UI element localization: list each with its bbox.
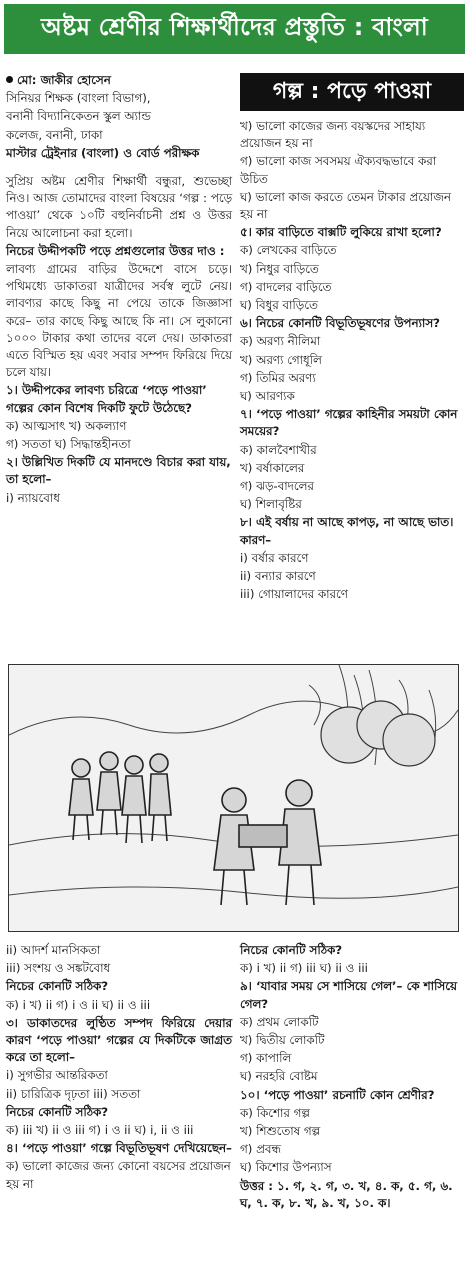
option-line: গ) ভালো কাজ সবসময় ঐক্যবদ্ধভাবে করা উচিত (240, 154, 437, 186)
option-line: ঘ) আরণ্যক (240, 389, 295, 404)
question-8: ৮। এই বর্ষায় না আছে কাপড়, না আছে ভাত। কারণ– (240, 515, 454, 547)
option-line: ii) বন্যার কারণে (240, 569, 316, 584)
bullet-icon (6, 76, 13, 83)
option-line: খ) ভালো কাজের জন্য বয়স্কদের সাহায্য প্রয়োজন হয় না (240, 119, 426, 151)
option-line: গ) ঝড়-বাদলের (240, 479, 314, 494)
instruction-text: নিচের উদ্দীপকটি পড়ে প্রশ্নগুলোর উত্তর দাও : (6, 243, 225, 258)
option-line: খ) নিধুর বাড়িতে (240, 261, 319, 276)
question-5: ৫। কার বাড়িতে বাক্সটি লুকিয়ে রাখা হলো? (240, 225, 442, 240)
option-line: গ) প্রবন্ধ (240, 1142, 281, 1157)
which-correct: নিচের কোনটি সঠিক? (6, 1104, 109, 1119)
question-1: ১। উদ্দীপকের লাবণ্য চরিত্রে ‘পড়ে পাওয়া’ গল্পের কোন বিশেষ দিকটি ফুটে উঠেছে? (6, 383, 207, 415)
option-line: গ) সততা ঘ) সিদ্ধান্তহীনতা (6, 437, 131, 452)
option-line: ক) লেখকের বাড়িতে (240, 243, 337, 258)
author-line: কলেজ, বনানী, ঢাকা (6, 127, 103, 142)
option-line: ক) অরণ্য নীলিমা (240, 334, 321, 349)
option-line: গ) বাদলের বাড়িতে (240, 279, 332, 294)
question-9: ৯। ‘যাবার সময় সে শাসিয়ে গেল’– কে শাসিয়ে গেল? (240, 979, 457, 1011)
author-role: মাস্টার ট্রেইনার (বাংলা) ও বোর্ড পরীক্ষক (6, 145, 200, 160)
option-line: i) সুগভীর আন্তরিকতা (6, 1068, 108, 1083)
option-line: ক) প্রথম লোকটি (240, 1014, 319, 1029)
page-banner: অষ্টম শ্রেণীর শিক্ষার্থীদের প্রস্তুতি : বাংলা (4, 4, 465, 54)
story-illustration (8, 664, 459, 932)
author-line: বনানী বিদ্যানিকেতন স্কুল অ্যান্ড (6, 109, 151, 124)
option-line: ক) iii খ) ii ও iii গ) i ও ii ঘ) i, ii ও iii (6, 1123, 194, 1138)
option-line: ক) কালবৈশাখীর (240, 442, 317, 457)
question-2: ২। উল্লিখিত দিকটি যে মানদণ্ডে বিচার করা যায়, তা হলো– (6, 455, 231, 487)
which-correct: নিচের কোনটি সঠিক? (240, 943, 343, 957)
option-line: ক) ভালো কাজের জন্য কোনো বয়সের প্রয়োজন হয় না (6, 1159, 231, 1191)
left-column-top (6, 72, 232, 508)
answer-key: উত্তর : ১. গ, ২. গ, ৩. খ, ৪. ক, ৫. গ, ৬. ঘ, ৭. ক, ৮. খ, ৯. খ, ১০. ক। (240, 1178, 453, 1210)
intro-text: সুপ্রিয় অষ্টম শ্রেণীর শিক্ষার্থী বন্ধুরা, শুভেচ্ছা নিও। আজ তোমাদের বাংলা বিষয়ের ‘গল্প : পড়ে পাওয়া’ থেকে ১০টি বহুনির্বাচনী প্রশ্ন ও উত্তর নিয়ে আলোচনা করা হলো। (6, 174, 232, 240)
right-column-top (240, 118, 464, 604)
right-column-bottom (240, 942, 464, 1213)
option-line: i) বর্ষার কারণে (240, 550, 309, 565)
passage-text: লাবণ্য গ্রামের বাড়ির উদ্দেশে বাসে চড়ে। পথিমধ্যে ডাকাতরা যাত্রীদের সর্বস্ব লুটে নেয়। লাবণ্যর কাছে কিছু না পেয়ে তাকে জিজ্ঞাসা করে– তার কাছে কিছু আছে কি না। সে লুকানো ১০০০ টাকার কথা তাদের বলে দেয়। ডাকাতরা এতে বিস্মিত হয় এবং সবার সম্পদ ফিরিয়ে দিয়ে চলে যায়। (6, 262, 232, 380)
option-line: গ) কাপালি (240, 1051, 292, 1066)
option-line: ক) i খ) ii গ) iii ঘ) ii ও iii (240, 961, 368, 976)
children-sketch-image (9, 665, 458, 931)
question-6: ৬। নিচের কোনটি বিভূতিভূষণের উপন্যাস? (240, 316, 440, 331)
author-line: সিনিয়র শিক্ষক (বাংলা বিভাগ), (6, 91, 151, 106)
option-line: ঘ) নরহরি বোষ্টম (240, 1069, 318, 1084)
which-correct: নিচের কোনটি সঠিক? (6, 979, 109, 994)
option-line: ক) কিশোর গল্প (240, 1105, 310, 1120)
option-line: ii) আদর্শ মানসিকতা (6, 943, 101, 957)
option-line: ঘ) বিধুর বাড়িতে (240, 298, 318, 313)
question-7: ৭। ‘পড়ে পাওয়া’ গল্পের কাহিনীর সময়টা কোন সময়ের? (240, 407, 458, 439)
option-line: খ) বর্ষাকালের (240, 460, 305, 475)
option-line: i) ন্যায়বোধ (6, 490, 60, 505)
option-line: ক) আত্মসাৎ খ) অকল্যাণ (6, 418, 127, 433)
option-line: ঘ) ভালো কাজ করতে তেমন টাকার প্রয়োজন হয় না (240, 189, 451, 222)
option-line: খ) দ্বিতীয় লোকটি (240, 1033, 325, 1048)
option-line: খ) শিশুতোষ গল্প (240, 1124, 321, 1139)
option-line: iii) গোয়ালাদের কারণে (240, 587, 348, 602)
option-line: iii) সংশয় ও সঙ্কটবোধ (6, 961, 111, 976)
question-3: ৩। ডাকাতদের লুণ্ঠিত সম্পদ ফিরিয়ে দেয়ার কারণ ‘পড়ে পাওয়া’ গল্পের যে দিকটিকে জাগ্রত করে তা হলো– (6, 1015, 232, 1065)
section-heading: গল্প : পড়ে পাওয়া (240, 73, 464, 111)
option-line: ii) চারিত্রিক দৃঢ়তা iii) সততা (6, 1086, 141, 1101)
left-column-bottom (6, 942, 232, 1194)
option-line: ক) i খ) ii গ) i ও ii ঘ) ii ও iii (6, 997, 151, 1012)
question-4: ৪। ‘পড়ে পাওয়া’ গল্পে বিভূতিভূষণ দেখিয়েছেন– (6, 1141, 232, 1156)
option-line: খ) অরণ্য গোধূলি (240, 352, 322, 367)
question-10: ১০। ‘পড়ে পাওয়া’ রচনাটি কোন শ্রেণীর? (240, 1087, 435, 1102)
option-line: ঘ) শিলাবৃষ্টির (240, 497, 302, 512)
author-name: মো: জাকীর হোসেন (6, 72, 232, 89)
option-line: ঘ) কিশোর উপন্যাস (240, 1160, 332, 1175)
option-line: গ) তিমির অরণ্য (240, 370, 316, 385)
